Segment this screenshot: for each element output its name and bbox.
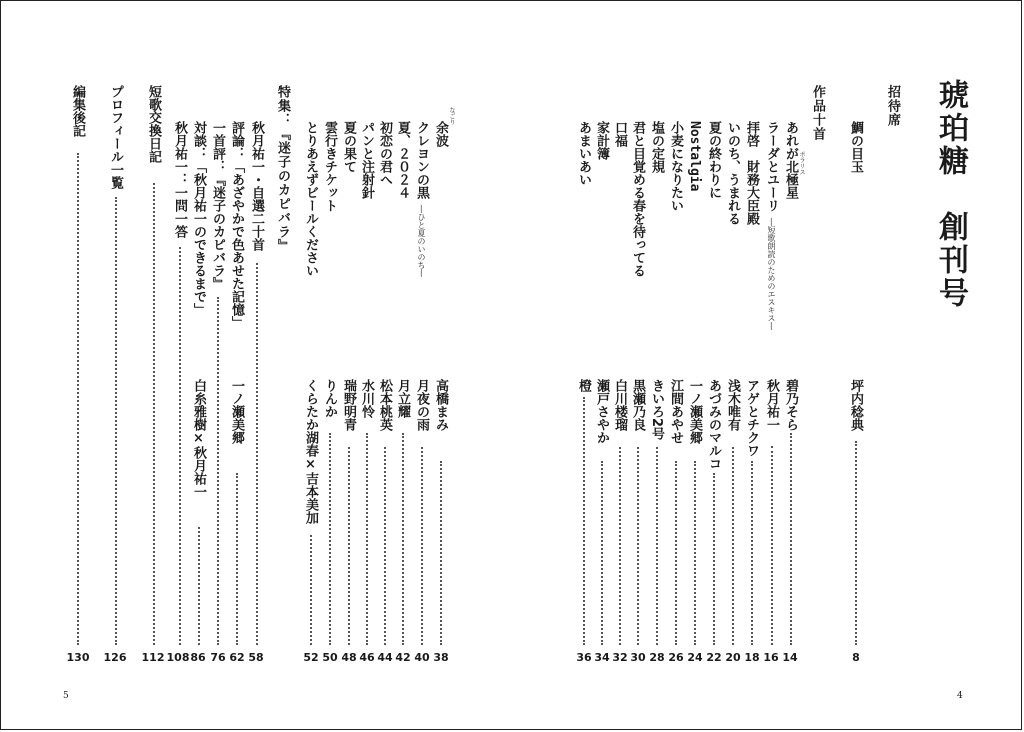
special-item-title: 秋月祐一：一問一答 — [172, 121, 187, 238]
tanka-exchange-page: 112 — [141, 651, 165, 664]
leader-dots — [751, 461, 753, 645]
entry-author: アゲとチクワ — [744, 379, 759, 457]
invited-page: 8 — [852, 651, 860, 664]
page-number-right: 4 — [957, 691, 963, 701]
entry-page: 28 — [649, 651, 665, 664]
entry-author: 月夜の雨 — [414, 379, 429, 431]
invited-author: 坪内稔典 — [848, 379, 863, 431]
entry-page: 46 — [359, 651, 375, 664]
entry-title: Nostalgia — [687, 121, 702, 192]
entry-title: 夏、２０２４ — [395, 121, 410, 199]
special-item-author: 白糸雅樹×秋月祐一 — [191, 379, 206, 498]
leader-dots — [198, 527, 200, 645]
entry-author: 松本桃英 — [377, 379, 392, 431]
profiles-title: プロフィール一覧 — [108, 85, 123, 189]
leader-dots — [675, 461, 677, 645]
special-item-title: 秋月祐一・自選二十首 — [249, 121, 264, 251]
leader-dots — [384, 447, 386, 645]
entry-page: 14 — [782, 651, 798, 664]
special-item-page: 76 — [210, 651, 226, 664]
leader-dots — [329, 433, 331, 645]
leader-dots — [77, 153, 79, 645]
entry-title: 君と目覚める春を待ってる — [630, 121, 645, 277]
entry-author: 瀬戸さやか — [594, 379, 609, 444]
special-feature-heading: 特集：『迷子のカピバラ』 — [275, 85, 290, 253]
entry-title: 夏の果て — [341, 121, 356, 173]
ruby-text: ポラリス — [798, 151, 805, 175]
entry-author: 白川楼瑠 — [612, 379, 627, 431]
leader-dots — [421, 447, 423, 645]
section-invited: 招待席 — [885, 85, 900, 127]
entry-subtitle: ―短歌朗読のためのエスキス― — [767, 218, 776, 330]
entry-title: とりあえずビールください — [303, 121, 318, 277]
entry-author: 碧乃そら — [783, 379, 798, 431]
invited-title: 鯛の目玉 — [848, 121, 863, 173]
leader-dots — [348, 447, 350, 645]
entry-author: 一ノ瀬美郷 — [687, 379, 702, 444]
leader-dots — [179, 247, 181, 645]
entry-title: クレヨンの黒―ひと夏のいのち― — [414, 121, 429, 277]
section-works: 作品十首 — [810, 85, 825, 141]
profiles-page: 126 — [103, 651, 127, 664]
entry-title: あれが北極星 — [783, 121, 798, 199]
entry-title: いのち、うまれる — [725, 121, 740, 225]
entry-page: 36 — [576, 651, 592, 664]
entry-title: 拝啓 財務大臣殿 — [744, 121, 759, 225]
leader-dots — [619, 447, 621, 645]
entry-page: 52 — [303, 651, 319, 664]
leader-dots — [771, 446, 773, 645]
leader-dots — [236, 473, 238, 645]
afterword-title: 編集後記 — [70, 85, 85, 137]
entry-author: 浅木唯有 — [725, 379, 740, 431]
entry-subtitle: ―ひと夏のいのち― — [417, 205, 426, 277]
entry-page: 48 — [341, 651, 357, 664]
leader-dots — [366, 433, 368, 645]
leader-dots — [637, 447, 639, 645]
entry-page: 50 — [322, 651, 338, 664]
entry-title: 余波 — [433, 121, 448, 147]
leader-dots — [855, 441, 857, 645]
entry-author: くらたか湖春×吉本美加 — [303, 379, 318, 524]
special-item-author: 一ノ瀬美郷 — [229, 379, 244, 444]
special-item-page: 108 — [166, 651, 190, 664]
ruby-text: なごり — [448, 107, 455, 125]
entry-title: 小麦になりたい — [668, 121, 683, 212]
special-item-title: 対談：「秋月祐一のできるまで」 — [191, 121, 206, 316]
entry-title: 塩の定規 — [649, 121, 664, 173]
entry-title: 家計簿 — [594, 121, 609, 160]
entry-page: 42 — [395, 651, 411, 664]
leader-dots — [440, 461, 442, 645]
entry-page: 16 — [763, 651, 779, 664]
entry-author: きいろ2号 — [649, 379, 664, 441]
leader-dots — [713, 473, 715, 645]
entry-author: 水川怜 — [359, 379, 374, 418]
leader-dots — [656, 447, 658, 645]
page-number-left: 5 — [63, 691, 69, 701]
tanka-exchange-title: 短歌交換日記 — [146, 85, 161, 163]
leader-dots — [153, 183, 155, 645]
entry-author: 瑞野明青 — [341, 379, 356, 431]
entry-page: 22 — [706, 651, 722, 664]
special-item-page: 86 — [190, 651, 206, 664]
entry-page: 40 — [414, 651, 430, 664]
entry-title: 初恋の君へ — [377, 121, 392, 186]
entry-author: 高橋まみ — [433, 379, 448, 431]
entry-page: 20 — [725, 651, 741, 664]
leader-dots — [583, 397, 585, 645]
entry-page: 26 — [668, 651, 684, 664]
entry-page: 30 — [630, 651, 646, 664]
entry-title: 夏の終わりに — [706, 121, 721, 199]
entry-author: 橙 — [576, 379, 591, 392]
leader-dots — [402, 433, 404, 645]
special-item-page: 62 — [229, 651, 245, 664]
entry-author: 秋月祐一 — [764, 379, 779, 431]
entry-page: 32 — [612, 651, 628, 664]
leader-dots — [601, 461, 603, 645]
entry-title: ラーダとユーリ―短歌朗読のためのエスキス― — [764, 121, 779, 330]
entry-author: 江間あやせ — [668, 379, 683, 444]
entry-title: 口福 — [612, 121, 627, 147]
entry-title: あまいあい — [576, 121, 591, 186]
special-item-page: 58 — [248, 651, 264, 664]
leader-dots — [115, 197, 117, 645]
entry-author: あづみのマルコ — [706, 379, 721, 470]
leader-dots — [217, 297, 219, 645]
entry-page: 24 — [687, 651, 703, 664]
entry-author: りんか — [322, 379, 337, 418]
leader-dots — [256, 263, 258, 645]
entry-page: 18 — [744, 651, 760, 664]
leader-dots — [790, 433, 792, 645]
special-item-title: 一首評：『迷子のカピバラ』 — [210, 121, 225, 290]
leader-dots — [732, 447, 734, 645]
entry-page: 38 — [433, 651, 449, 664]
entry-author: 黒瀬乃良 — [630, 379, 645, 431]
leader-dots — [310, 535, 312, 645]
entry-page: 44 — [377, 651, 393, 664]
entry-title: パンと注射針 — [359, 121, 374, 199]
entry-page: 34 — [594, 651, 610, 664]
afterword-page: 130 — [66, 651, 90, 664]
entry-title: 雲行きチケット — [322, 121, 337, 212]
entry-author: 月立耀 — [395, 379, 410, 418]
page-title: 琥珀糖 創刊号 — [933, 79, 968, 310]
special-item-title: 評論：「あざやかで色あせた記憶」 — [229, 121, 244, 329]
leader-dots — [694, 461, 696, 645]
